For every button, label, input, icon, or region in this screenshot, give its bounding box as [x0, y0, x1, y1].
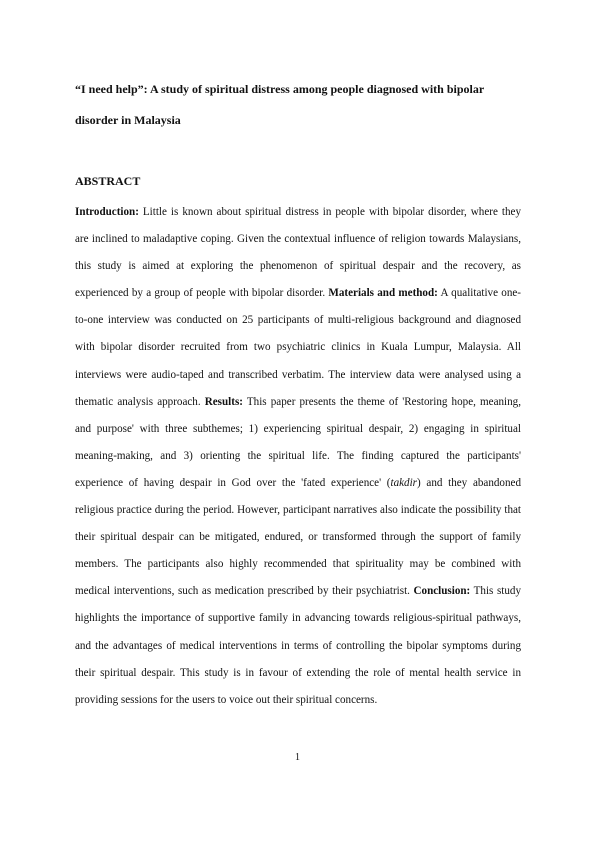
paper-title: “I need help”: A study of spiritual distress among people diagnosed with bipolar disorder in Malaysia — [75, 82, 484, 127]
methods-label: Materials and method: — [328, 287, 438, 300]
methods-text: A qualitative one-to-one interview was conducted on 25 participants of multi-religious background and diagnosed with bipolar disorder recruited from two psychiatric clinics in Kuala Lumpur, Malaysia. All interviews were audio-taped and transcribed verbatim. The interview data were analysed using a thematic analysis approach. — [75, 287, 521, 408]
results-label: Results: — [204, 395, 243, 408]
introduction-label: Introduction: — [75, 206, 139, 218]
introduction-text: Little is known about spiritual distress in people with bipolar disorder, where they are inclined to maladaptive coping. Given the contextual influence of religion towards Malaysians, this study is aimed at exploring the phenomenon of spiritual despair and the recovery, as experienced by a group of people with bipolar disorder. — [75, 206, 521, 300]
conclusion-label: Conclusion: — [413, 585, 471, 598]
conclusion-text: This study highlights the importance of supportive family in advancing towards religious-spiritual pathways, and the advantages of medical interventions in terms of controlling the bipolar symptoms during their spiritual despair. This study is in favour of extending the role of mental health service in providing sessions for the users to voice out their spiritual concerns. — [75, 585, 521, 706]
page-number: 1 — [295, 752, 300, 763]
results-text-part-2: ) and they abandoned religious practice during the period. However, participant narratives also indicate the possibility that their spiritual despair can be mitigated, endured, or transformed through the support of family members. The participants also highly recommended that spirituality may be combined with medical interventions, such as medication prescribed by their psychiatrist. — [75, 476, 521, 598]
results-text-part-1: This paper presents the theme of 'Restoring hope, meaning, and purpose' with three subthemes; 1) experiencing spiritual despair, 2) engaging in spiritual meaning-making, and 3) orienting the spiritual life. The finding captured the participants' experience of having despair in God over the 'fated experience' ( — [75, 395, 521, 489]
abstract-heading: ABSTRACT — [75, 174, 141, 188]
takdir-term: takdir — [390, 476, 417, 489]
abstract-body — [75, 199, 521, 714]
